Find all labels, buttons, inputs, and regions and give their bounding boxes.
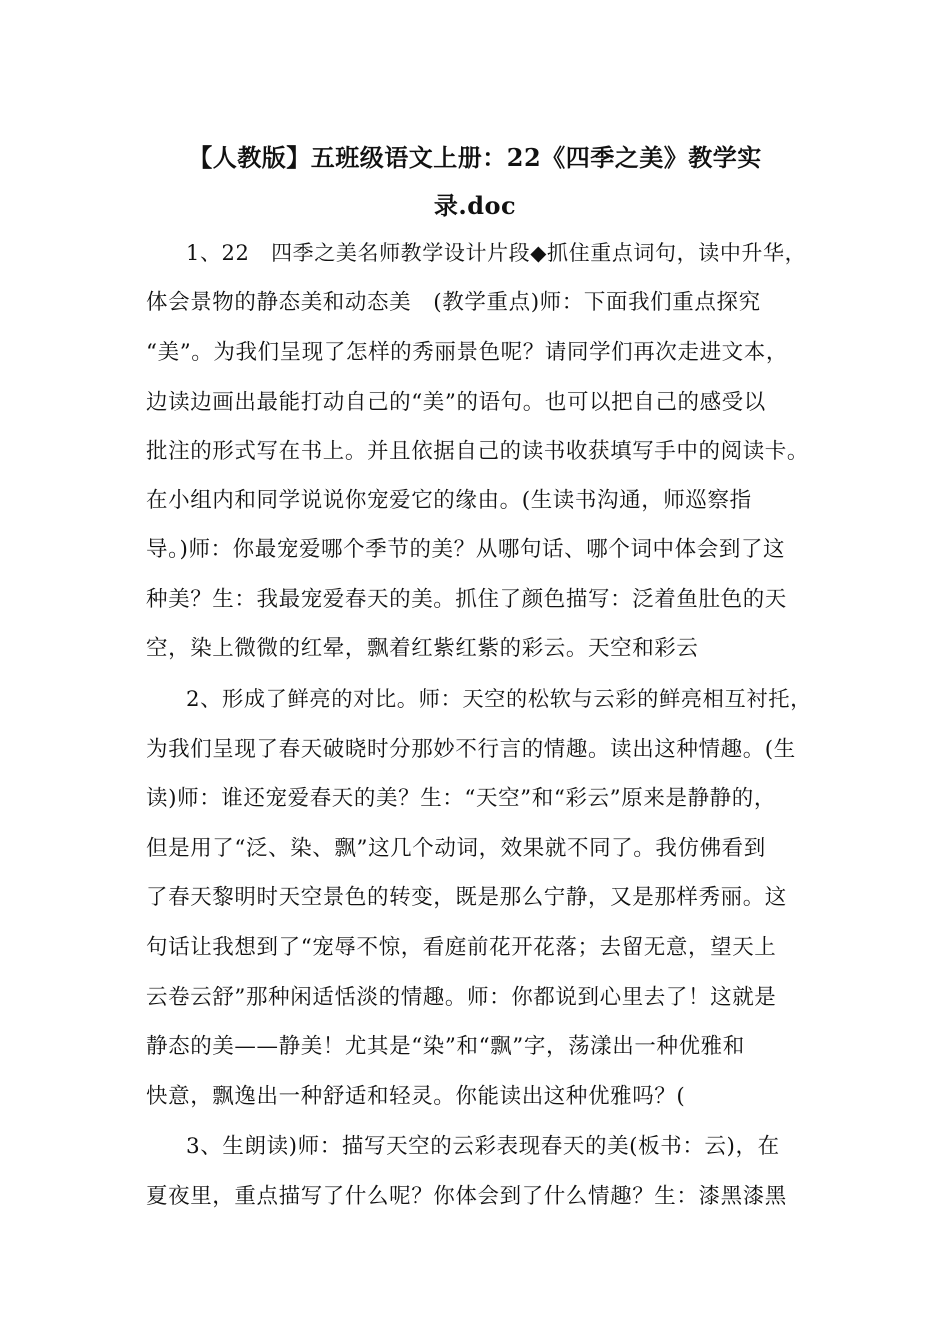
paragraph-1-line-9: 空，染上微微的红晕，飘着红紫红紫的彩云。天空和彩云 — [146, 636, 699, 661]
paragraph-1-line-8: 种美？生：我最宠爱春天的美。抓住了颜色描写：泛着鱼肚色的天 — [146, 587, 787, 612]
paragraph-2-line-7: 云卷云舒”那种闲适恬淡的情趣。师：你都说到心里去了！这就是 — [146, 985, 777, 1010]
paragraph-2-line-8: 静态的美——静美！尤其是“染”和“飘”字，荡漾出一种优雅和 — [146, 1034, 745, 1059]
paragraph-2-line-9: 快意，飘逸出一种舒适和轻灵。你能读出这种优雅吗？( — [146, 1084, 686, 1109]
paragraph-1-line-7: 导。)师：你最宠爱哪个季节的美？从哪句话、哪个词中体会到了这 — [146, 537, 786, 562]
paragraph-2-line-5: 了春天黎明时天空景色的转变，既是那么宁静，又是那样秀丽。这 — [146, 885, 787, 910]
paragraph-1-line-1: 1、22 四季之美名师教学设计片段◆抓住重点词句，读中升华， — [186, 241, 807, 265]
paragraph-2-line-2: 为我们呈现了春天破晓时分那妙不行言的情趣。读出这种情趣。(生 — [146, 737, 796, 762]
paragraph-1-line-4: 边读边画出最能打动自己的“美”的语句。也可以把自己的感受以 — [146, 390, 766, 415]
paragraph-1-line-6: 在小组内和同学说说你宠爱它的缘由。(生读书沟通，师巡察指 — [146, 488, 752, 513]
paragraph-2-line-3: 读)师：谁还宠爱春天的美？生：“天空”和“彩云”原来是静静的， — [146, 786, 776, 811]
paragraph-3-line-1: 3、生朗读)师：描写天空的云彩表现春天的美(板书：云)，在 — [186, 1134, 780, 1159]
document-title-line-2: 录.doc — [433, 191, 517, 220]
paragraph-1-line-2: 体会景物的静态美和动态美 (教学重点)师：下面我们重点探究 — [146, 290, 761, 315]
paragraph-2-line-6: 句话让我想到了“宠辱不惊，看庭前花开花落；去留无意，望天上 — [146, 935, 777, 960]
paragraph-1-line-3: “美”。为我们呈现了怎样的秀丽景色呢？请同学们再次走进文本， — [146, 340, 788, 365]
paragraph-2-line-1: 2、形成了鲜亮的对比。师：天空的松软与云彩的鲜亮相互衬托， — [186, 687, 812, 712]
paragraph-3-line-2: 夏夜里，重点描写了什么呢？你体会到了什么情趣？生：漆黑漆黑 — [146, 1184, 787, 1209]
paragraph-2-line-4: 但是用了“泛、染、飘”这几个动词，效果就不同了。我仿佛看到 — [146, 836, 766, 861]
document-title-line-1: 【人教版】五班级语文上册：22《四季之美》教学实 — [188, 143, 762, 172]
paragraph-1-line-5: 批注的形式写在书上。并且依据自己的读书收获填写手中的阅读卡。 — [146, 439, 810, 464]
